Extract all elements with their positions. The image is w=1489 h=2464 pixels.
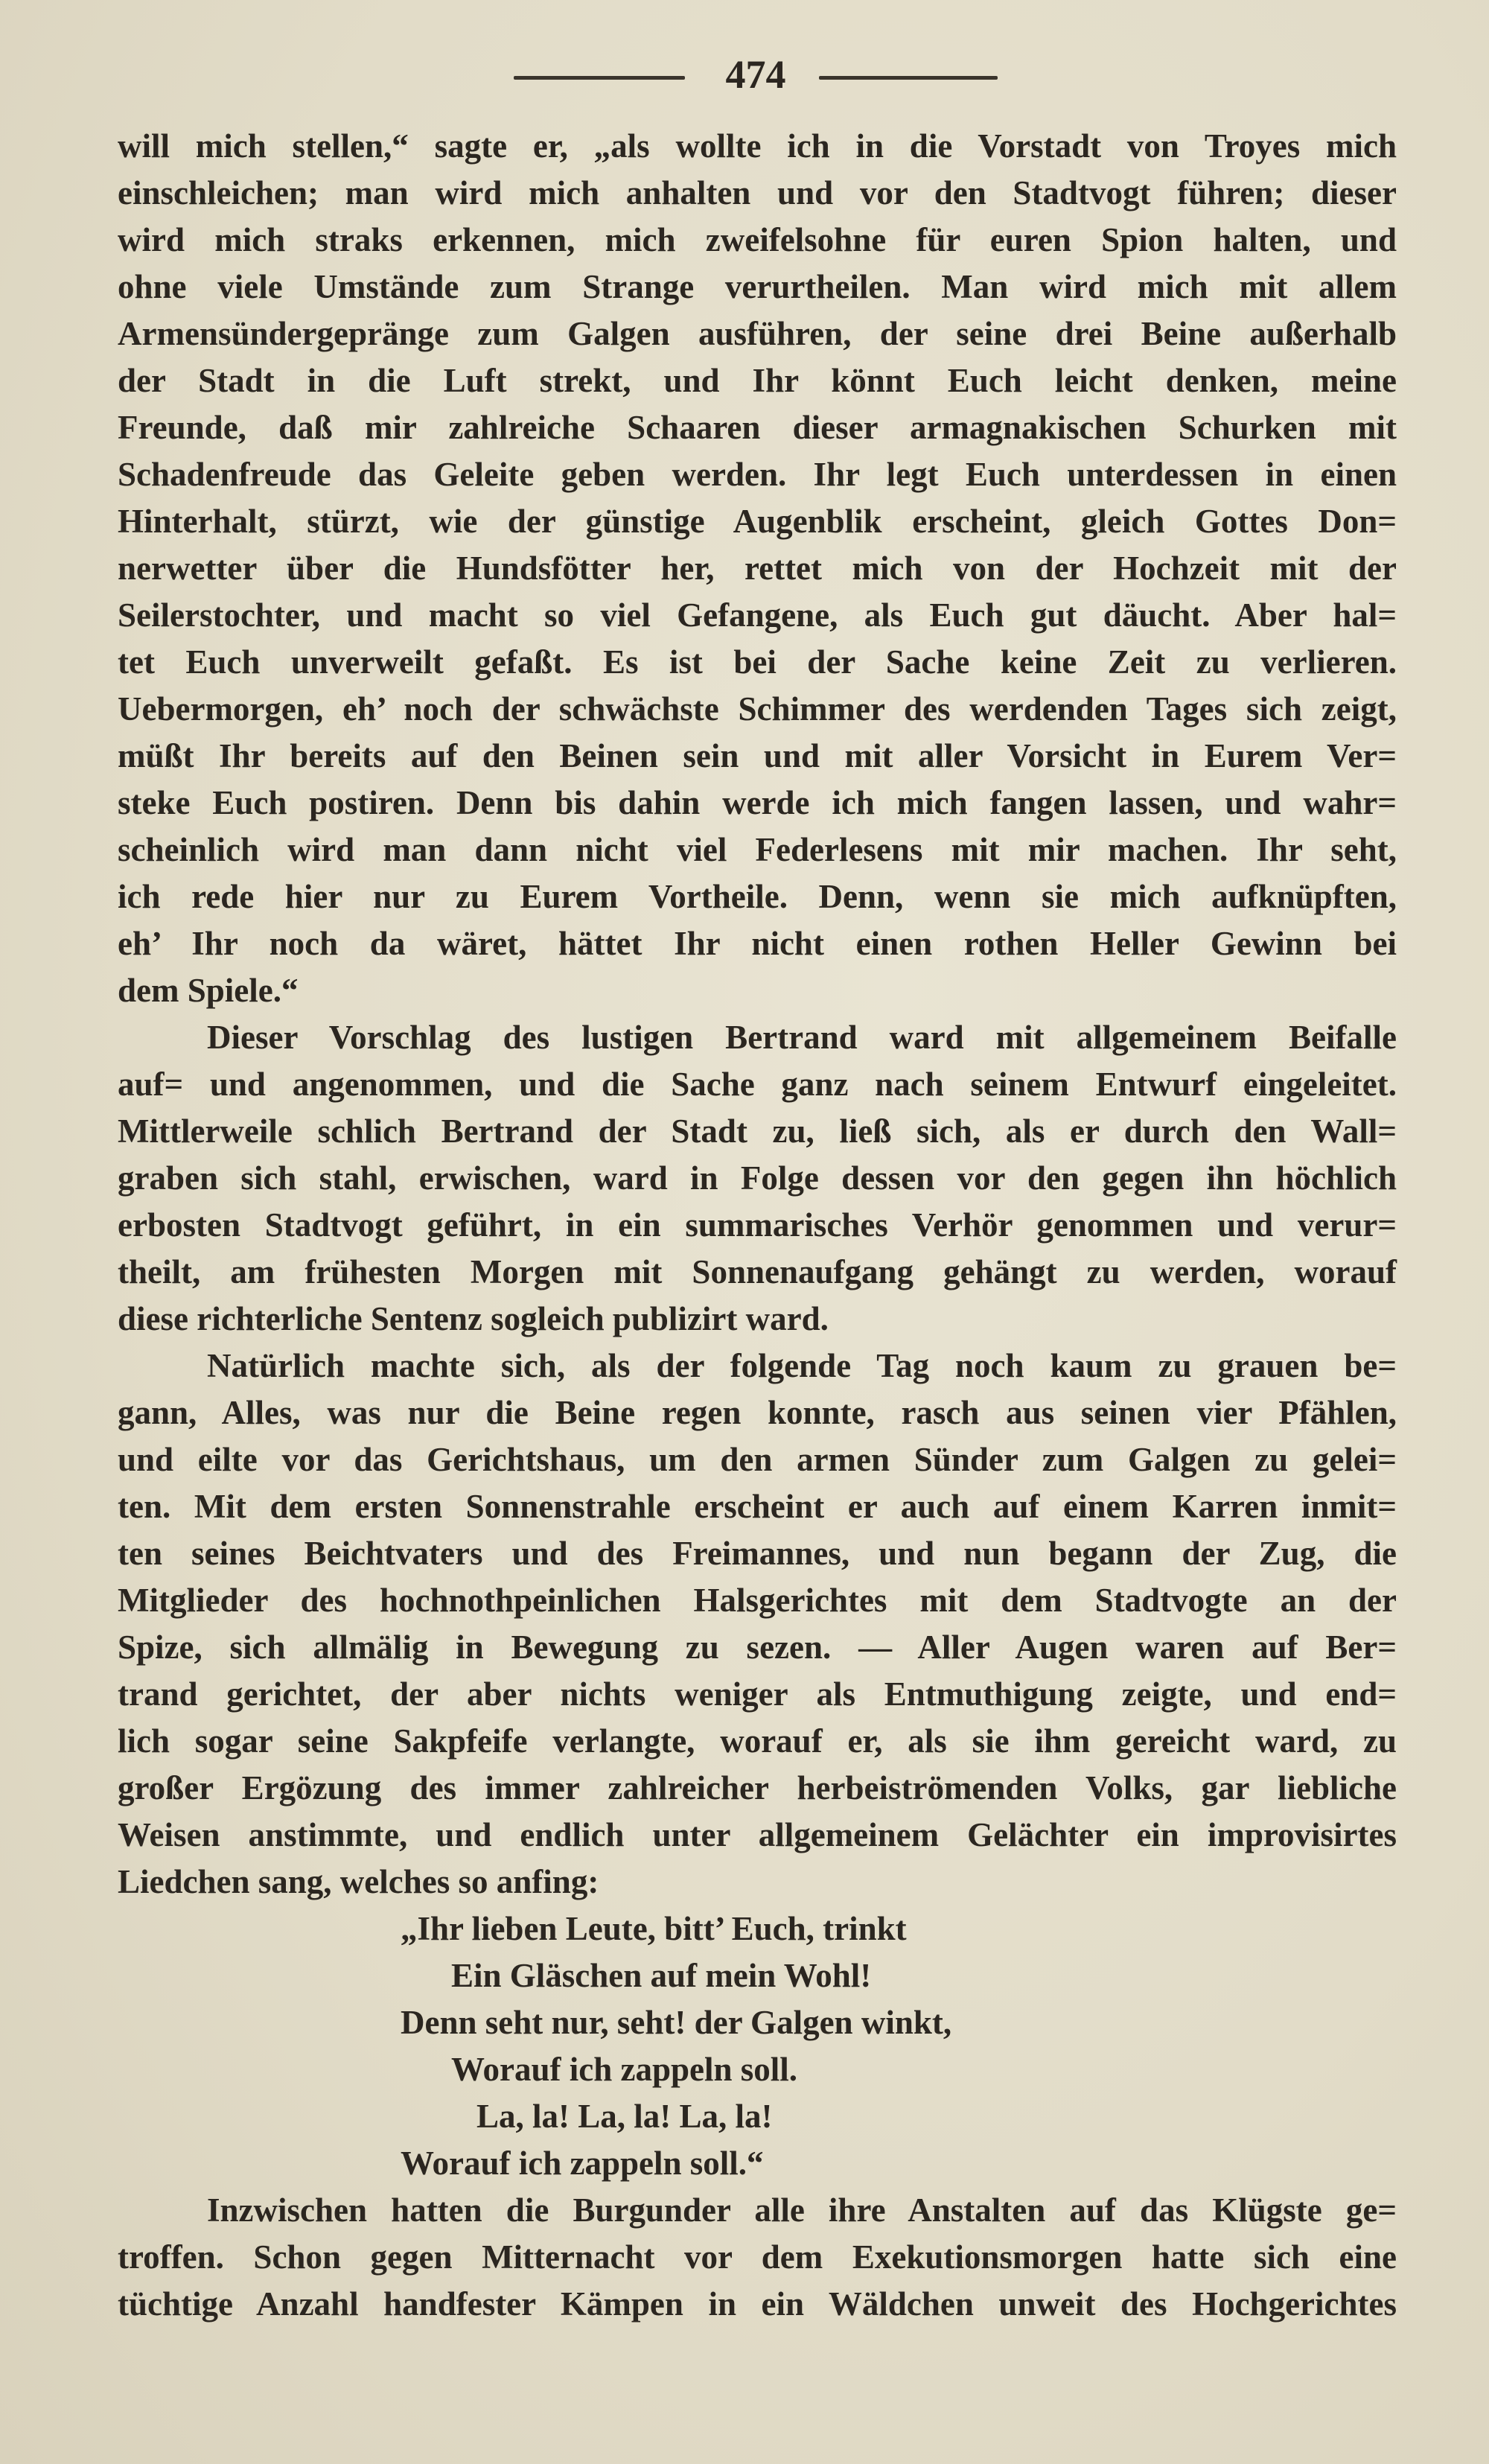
text-line: scheinlich wird man dann nicht viel Federlesens mit mir machen. Ihr seht, [118,831,1397,868]
text-line: dem Spiele.“ [118,972,299,1009]
text-line: Mittlerweile schlich Bertrand der Stadt zu, ließ sich, als er durch den Wall= [118,1112,1397,1150]
text-line: der Stadt in die Luft strekt, und Ihr könnt Euch leicht denken, meine [118,362,1397,399]
text-line: wird mich straks erkennen, mich zweifelsohne für euren Spion halten, und [118,221,1397,258]
song-verse [118,1906,1397,2187]
paragraph [118,1014,1397,1343]
page-header [0,45,1489,104]
paragraph [118,2187,1397,2328]
page-number: 474 [725,52,786,97]
text-line: Armensündergepränge zum Galgen ausführen, der seine drei Beine außerhalb [118,315,1397,352]
text-line: einschleichen; man wird mich anhalten und vor den Stadtvogt führen; dieser [118,174,1397,211]
text-line: ohne viele Umstände zum Strange verurtheilen. Man wird mich mit allem [118,268,1397,305]
text-line: will mich stellen,“ sagte er, „als wollte ich in die Vorstadt von Troyes mich [118,127,1397,165]
verse-line: Worauf ich zappeln soll.“ [401,2145,764,2182]
text-line: Freunde, daß mir zahlreiche Schaaren dieser armagnakischen Schurken mit [118,409,1397,446]
paragraph [118,1343,1397,1906]
header-rule-left [514,76,685,80]
text-line: Weisen anstimmte, und endlich unter allgemeinem Gelächter ein improvisirtes [118,1816,1397,1853]
text-line: ich rede hier nur zu Eurem Vortheile. Denn, wenn sie mich aufknüpften, [118,878,1397,915]
text-line: Natürlich machte sich, als der folgende Tag noch kaum zu grauen be= [207,1347,1397,1384]
verse-line: Denn seht nur, seht! der Galgen winkt, [401,2004,952,2041]
text-line: Hinterhalt, stürzt, wie der günstige Augenblik erscheint, gleich Gottes Don= [118,503,1397,540]
text-line: trand gerichtet, der aber nichts weniger als Entmuthigung zeigte, und end= [118,1675,1397,1713]
verse-line: „Ihr lieben Leute, bitt’ Euch, trinkt [401,1910,907,1947]
paragraph [118,123,1397,1014]
text-line: nerwetter über die Hundsfötter her, rettet mich von der Hochzeit mit der [118,550,1397,587]
text-line: großer Ergözung des immer zahlreicher herbeiströmenden Volks, gar liebliche [118,1769,1397,1806]
text-line: Spize, sich allmälig in Bewegung zu sezen. — Aller Augen waren auf Ber= [118,1629,1397,1666]
text-line: ten. Mit dem ersten Sonnenstrahle erscheint er auch auf einem Karren inmit= [118,1488,1397,1525]
text-line: erbosten Stadtvogt geführt, in ein summarisches Verhör genommen und verur= [118,1206,1397,1244]
text-line: ten seines Beichtvaters und des Freimannes, und nun begann der Zug, die [118,1535,1397,1572]
text-line: lich sogar seine Sakpfeife verlangte, worauf er, als sie ihm gereicht ward, zu [118,1722,1397,1760]
page-body-text [118,123,1397,2328]
text-line: Dieser Vorschlag des lustigen Bertrand ward mit allgemeinem Beifalle [207,1019,1397,1056]
verse-line: Ein Gläschen auf mein Wohl! [451,1957,872,1994]
text-line: Schadenfreude das Geleite geben werden. Ihr legt Euch unterdessen in einen [118,456,1397,493]
text-line: diese richterliche Sentenz sogleich publizirt ward. [118,1300,829,1337]
text-line: Inzwischen hatten die Burgunder alle ihre Anstalten auf das Klügste ge= [207,2191,1397,2229]
header-rule-right [819,76,998,80]
text-line: müßt Ihr bereits auf den Beinen sein und mit aller Vorsicht in Eurem Ver= [118,737,1397,774]
text-line: Liedchen sang, welches so anfing: [118,1863,599,1900]
verse-line: La, la! La, la! La, la! [476,2098,773,2135]
text-line: tet Euch unverweilt gefaßt. Es ist bei der Sache keine Zeit zu verlieren. [118,643,1397,681]
text-line: troffen. Schon gegen Mitternacht vor dem Exekutionsmorgen hatte sich eine [118,2238,1397,2276]
verse-line: Worauf ich zappeln soll. [451,2051,798,2088]
text-line: eh’ Ihr noch da wäret, hättet Ihr nicht einen rothen Heller Gewinn bei [118,925,1397,962]
text-line: tüchtige Anzahl handfester Kämpen in ein Wäldchen unweit des Hochgerichtes [118,2285,1397,2323]
text-line: Seilerstochter, und macht so viel Gefangene, als Euch gut däucht. Aber hal= [118,596,1397,634]
text-line: Uebermorgen, eh’ noch der schwächste Schimmer des werdenden Tages sich zeigt, [118,690,1397,728]
text-line: theilt, am frühesten Morgen mit Sonnenaufgang gehängt zu werden, worauf [118,1253,1397,1290]
text-line: und eilte vor das Gerichtshaus, um den armen Sünder zum Galgen zu gelei= [118,1441,1397,1478]
text-line: auf= und angenommen, und die Sache ganz nach seinem Entwurf eingeleitet. [118,1066,1397,1103]
text-line: graben sich stahl, erwischen, ward in Folge dessen vor den gegen ihn höchlich [118,1159,1397,1197]
text-line: Mitglieder des hochnothpeinlichen Halsgerichtes mit dem Stadtvogte an der [118,1582,1397,1619]
text-line: steke Euch postiren. Denn bis dahin werde ich mich fangen lassen, und wahr= [118,784,1397,821]
text-line: gann, Alles, was nur die Beine regen konnte, rasch aus seinen vier Pfählen, [118,1394,1397,1431]
